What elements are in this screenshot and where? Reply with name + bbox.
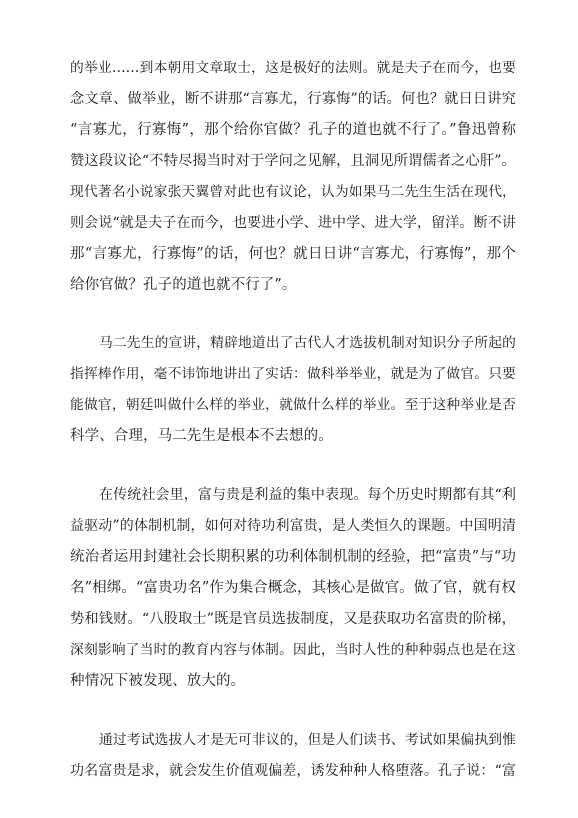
text-line: 势和钱财。“八股取士”既是官员选拔制度，又是获取功名富贵的阶梯， (70, 611, 516, 627)
text-line: 赞这段议论“不特尽揭当时对于学问之见解，且洞见所谓儒者之心肝”。 (70, 153, 516, 169)
text-line: 能做官，朝廷叫做什么样的举业，就做什么样的举业。至于这种举业是否 (70, 397, 516, 413)
text-line: 功名富贵是求，就会发生价值观偏差，诱发种种人格堕落。孔子说：“富 (70, 763, 516, 779)
text-line: 科学、合理，马二先生是根本不去想的。 (70, 428, 333, 444)
text-line: 给你官做？孔子的道也就不行了”。 (70, 277, 297, 293)
text-line: 则会说“就是夫子在而今，也要进小学、进中学、进大学，留洋。断不讲 (70, 215, 516, 231)
text-line: 马二先生的宣讲，精辟地道出了古代人才选拔机制对知识分子所起的 (99, 335, 516, 351)
text-line: 在传统社会里，富与贵是利益的集中表现。每个历史时期都有其“利 (99, 487, 516, 503)
text-line: 名”相绑。“富贵功名”作为集合概念，其核心是做官。做了官，就有权 (70, 580, 516, 596)
text-line: 种情况下被发现、放大的。 (70, 673, 246, 689)
text-line: 现代著名小说家张天翼曾对此也有议论，认为如果马二先生生活在现代， (70, 184, 516, 200)
text-line: 念文章、做举业，断不讲那“言寡尤，行寡悔”的话。何也？就日日讲究 (70, 91, 516, 107)
text-line: 深刻影响了当时的教育内容与体制。因此，当时人性的种种弱点也是在这 (70, 642, 516, 658)
text-line: “言寡尤，行寡悔”，那个给你官做？孔子的道也就不行了。”鲁迅曾称 (70, 122, 516, 138)
text-line: 的举业……到本朝用文章取士，这是极好的法则。就是夫子在而今，也要 (70, 60, 516, 76)
text-line: 益驱动”的体制机制，如何对待功利富贵，是人类恒久的课题。中国明清 (70, 518, 516, 534)
text-line: 那“言寡尤，行寡悔”的话，何也？就日日讲“言寡尤，行寡悔”，那个 (70, 246, 516, 262)
text-line: 指挥棒作用，毫不讳饰地讲出了实话：做科举举业，就是为了做官。只要 (70, 366, 516, 382)
text-line: 统治者运用封建社会长期积累的功利体制机制的经验，把“富贵”与“功 (70, 549, 516, 565)
text-line: 通过考试选拔人才是无可非议的，但是人们读书、考试如果偏执到惟 (99, 732, 516, 748)
